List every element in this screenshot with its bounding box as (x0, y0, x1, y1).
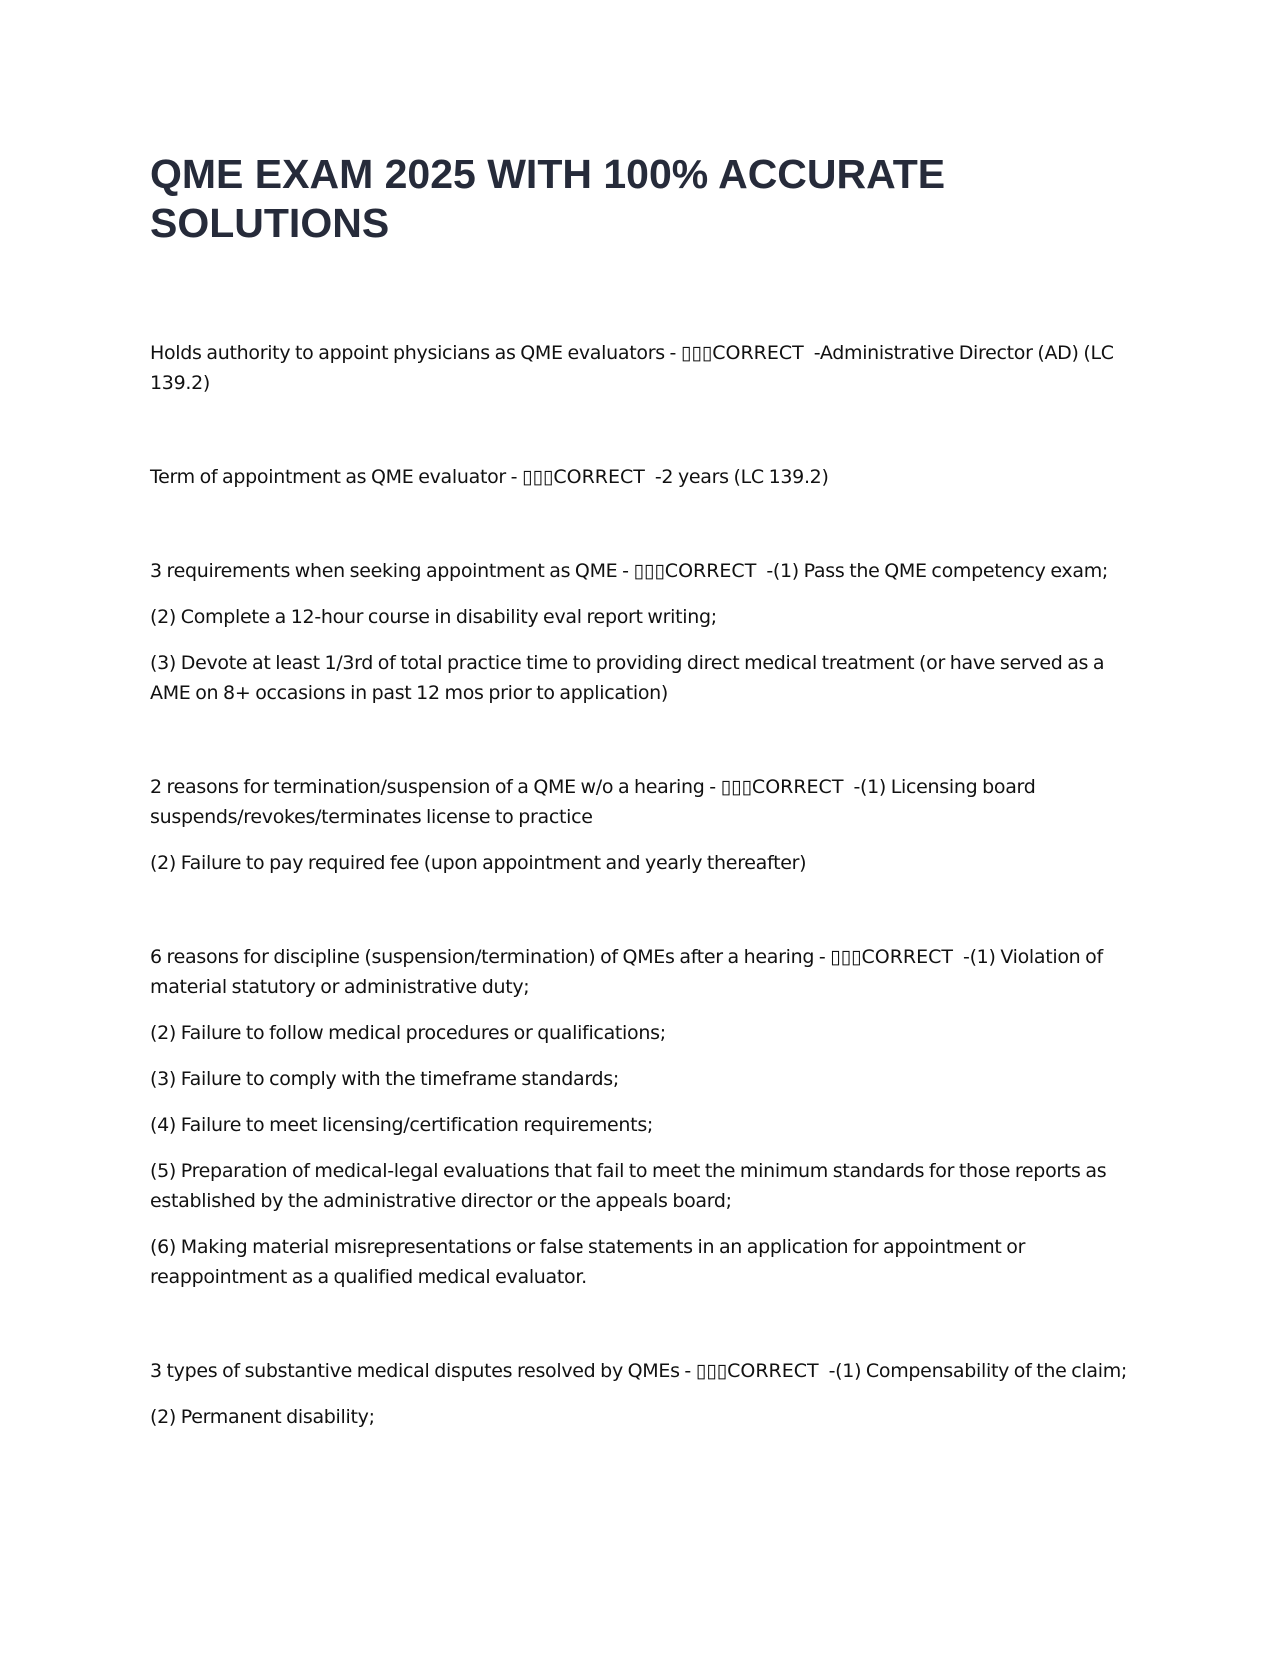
correct-marker: ▯▯▯CORRECT (720, 776, 844, 798)
answer-line: (2) Failure to follow medical procedures or qualifications; (150, 1022, 666, 1044)
answer-text: -(1) Compensability of the claim; (828, 1360, 1128, 1382)
correct-marker: ▯▯▯CORRECT (521, 466, 645, 488)
answer-text: -(1) Licensing board suspends/revokes/terminates license to practice (150, 776, 1036, 828)
answer-line: (4) Failure to meet licensing/certification requirements; (150, 1114, 654, 1136)
answer-text: -Administrative Director (AD) (LC 139.2) (150, 342, 1114, 394)
question-line: Holds authority to appoint physicians as QME evaluators - ▯▯▯CORRECT -Administrative Director (AD) (LC 139.2) (150, 342, 1114, 394)
answer-line: (3) Failure to comply with the timeframe standards; (150, 1068, 619, 1090)
qa-item (150, 1356, 1130, 1432)
question-line: Term of appointment as QME evaluator - ▯▯▯CORRECT -2 years (LC 139.2) (150, 466, 829, 488)
qa-item (150, 462, 1130, 492)
question-text: Holds authority to appoint physicians as QME evaluators (150, 342, 665, 364)
question-line: 2 reasons for termination/suspension of a QME w/o a hearing - ▯▯▯CORRECT -(1) Licensing board suspends/revokes/terminates license to practice (150, 776, 1036, 828)
answer-line: (3) Devote at least 1/3rd of total practice time to providing direct medical treatment (or have served as a AME on 8+ occasions in past 12 mos prior to application) (150, 652, 1105, 704)
document-title: QME EXAM 2025 WITH 100% ACCURATE SOLUTIONS (150, 151, 946, 246)
question-text: 6 reasons for discipline (suspension/termination) of QMEs after a hearing (150, 946, 815, 968)
qa-item (150, 942, 1130, 1292)
question-text: Term of appointment as QME evaluator (150, 466, 506, 488)
answer-text: -(1) Pass the QME competency exam; (766, 560, 1109, 582)
question-text: 3 types of substantive medical disputes resolved by QMEs (150, 1360, 680, 1382)
answer-line: (5) Preparation of medical-legal evaluations that fail to meet the minimum standards for those reports as established by the administrative director or the appeals board; (150, 1160, 1107, 1212)
question-text: 3 requirements when seeking appointment as QME (150, 560, 618, 582)
correct-marker: ▯▯▯CORRECT (633, 560, 757, 582)
answer-line: (2) Permanent disability; (150, 1406, 375, 1428)
correct-marker: ▯▯▯CORRECT (830, 946, 954, 968)
question-line: 3 requirements when seeking appointment as QME - ▯▯▯CORRECT -(1) Pass the QME competency exam; (150, 560, 1109, 582)
correct-marker: ▯▯▯CORRECT (695, 1360, 819, 1382)
question-line: 3 types of substantive medical disputes resolved by QMEs - ▯▯▯CORRECT -(1) Compensability of the claim; (150, 1360, 1128, 1382)
qa-list (150, 338, 1130, 1432)
answer-line: (2) Complete a 12-hour course in disability eval report writing; (150, 606, 717, 628)
question-line: 6 reasons for discipline (suspension/termination) of QMEs after a hearing - ▯▯▯CORRECT -(1) Violation of material statutory or administrative duty; (150, 946, 1103, 998)
correct-marker: ▯▯▯CORRECT (680, 342, 804, 364)
qa-item (150, 772, 1130, 878)
qa-item (150, 338, 1130, 398)
qa-item (150, 556, 1130, 708)
answer-line: (2) Failure to pay required fee (upon appointment and yearly thereafter) (150, 852, 807, 874)
question-text: 2 reasons for termination/suspension of a QME w/o a hearing (150, 776, 705, 798)
answer-line: (6) Making material misrepresentations or false statements in an application for appointment or reappointment as a qualified medical evaluator. (150, 1236, 1026, 1288)
answer-text: -(1) Violation of material statutory or administrative duty; (150, 946, 1103, 998)
answer-text: -2 years (LC 139.2) (654, 466, 829, 488)
document-page (150, 150, 1130, 1496)
